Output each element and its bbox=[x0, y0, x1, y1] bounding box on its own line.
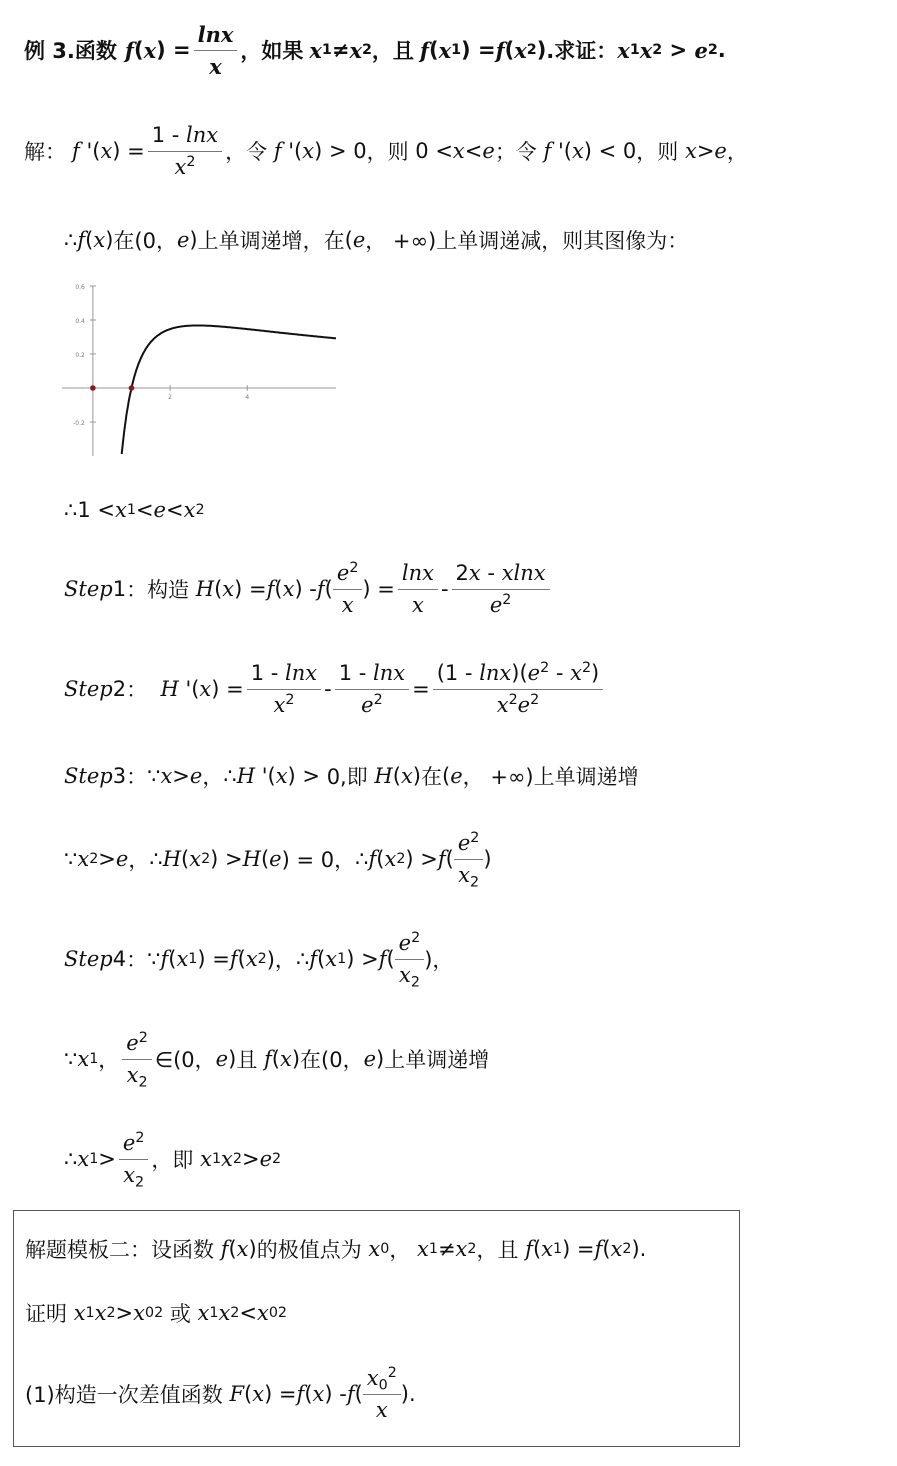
x-tick-label-1: 4 bbox=[245, 394, 250, 401]
monotonic-statement: ∴ f ( x ) 在 (0， e ) 上单调递增，在 ( e ， +∞) 上单调递减，则其图像为： bbox=[64, 228, 689, 253]
template-box bbox=[13, 1210, 740, 1447]
template-line-3: (1)构造一次差值函数 F ( x ) = f ( x ) - f ( $\frac{x_0^2}{x}$ ). bbox=[25, 1364, 416, 1422]
graph-point-1 bbox=[129, 385, 135, 391]
function-curve bbox=[122, 326, 336, 455]
y-tick-label-3: -0.2 bbox=[73, 420, 85, 427]
domain-statement: ∵ x 1 ， $\frac{e^2}{x_2}$ ∈(0， e ) 且 f ( x ) 在 (0， e ) 上单调递增 bbox=[64, 1029, 490, 1090]
title-fraction: $\frac{\ln x}{x}$ bbox=[194, 22, 238, 79]
x-tick-label-0: 2 bbox=[168, 394, 172, 401]
step-3: Step 3 ： ∵ x > e ， ∴ H '( x ) > 0,即 H ( x ) 在 ( e ， +∞) 上单调递增 bbox=[64, 764, 639, 789]
final-conclusion: ∴ x 1 > $\frac{e^2}{x_2}$ ，即 x 1 x 2 > e 2 bbox=[64, 1129, 282, 1190]
template-line-1: 解题模板二：设函数 f ( x ) 的极值点为 x 0 ， x 1 ≠ x 2 ， 且 f ( x 1 ) = f ( x 2 ). bbox=[25, 1237, 647, 1262]
y-tick-label-0: 0.6 bbox=[75, 284, 85, 291]
solution-derivative: 解： f '( x ) = $\frac{1 - \ln x}{x^2}$ ，令 f '( x ) > 0 ，则 0 < x < e ；令 f '( x ) < 0 ，则 x > e ， bbox=[24, 122, 748, 179]
function-graph bbox=[58, 280, 348, 460]
y-tick-label-2: 0.2 bbox=[75, 352, 85, 359]
y-tick-label-1: 0.4 bbox=[75, 318, 85, 325]
step-3-conclusion: ∵ x 2 > e ， ∴ H ( x 2 ) > H ( e ) = 0， ∴ f ( x 2 ) > f ( $\frac{e^2}{x_2}$ ) bbox=[64, 829, 492, 890]
template-line-2: 证明 x 1 x 2 > x 0 2 或 x 1 x 2 < x 0 2 bbox=[25, 1301, 287, 1326]
derivative-fraction: $\frac{1 - \ln x}{x^2}$ bbox=[148, 123, 222, 180]
title-label: 例 3.函数 bbox=[24, 39, 117, 63]
inequality-chain: ∴ 1 < x 1 < e < x 2 bbox=[64, 498, 205, 522]
step-2: Step 2 ： H '( x ) = $\frac{1 - \ln x}{x^2}$ - $\frac{1 - \ln x}{e^2}$ = $\frac{(1 - \ln x)(e^2 - x^2)}{x^2e^2}$ bbox=[64, 656, 606, 722]
graph-point-0 bbox=[90, 385, 96, 391]
step-4: Step 4 ： ∵ f ( x 1 ) = f ( x 2 )， ∴ f ( x 1 ) > f ( $\frac{e^2}{x_2}$ )， bbox=[64, 929, 454, 990]
problem-title: 例 3.函数 f ( x ) = $\frac{\ln x}{x}$ ，如果 x 1 ≠ x 2 ，且 f ( x 1 ) = f ( x 2 ) .求证： x 1 x 2 > e 2 . bbox=[24, 21, 726, 79]
step-1: Step 1 ：构造 H ( x ) = f ( x ) - f ( $\frac{e^2}{x}$ ) = $\frac{\ln x}{x}$ - $\frac{2x - xlnx}{e^2}$ bbox=[64, 556, 553, 622]
